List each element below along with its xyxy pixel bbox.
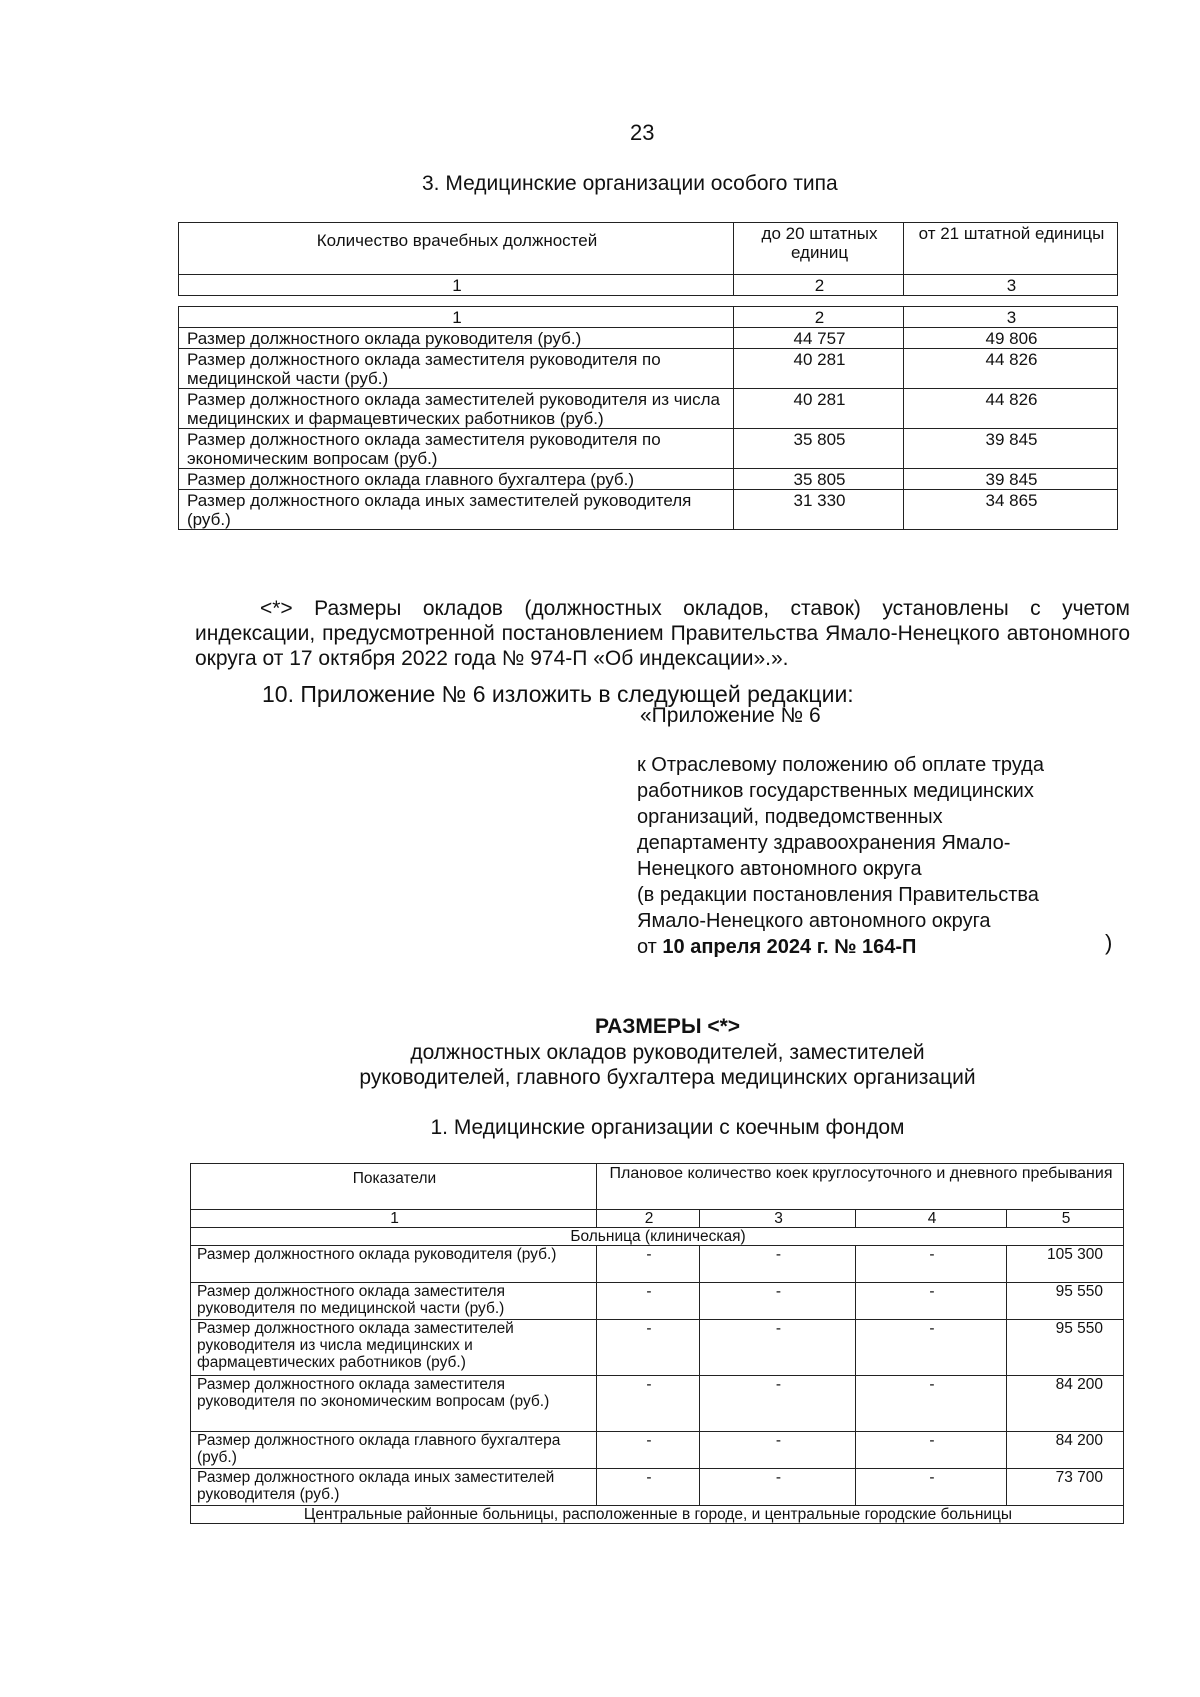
value-cell: - — [856, 1469, 1007, 1506]
value-cell: - — [700, 1469, 856, 1506]
value-cell: 35 805 — [734, 429, 904, 469]
document-subheading — [300, 1040, 1035, 1090]
value-cell: - — [597, 1469, 700, 1506]
value-cell: - — [597, 1376, 700, 1432]
column-number: 2 — [597, 1210, 700, 1228]
header-cell: от 21 штатной единицы — [904, 223, 1118, 275]
document-heading: РАЗМЕРЫ <*> — [594, 1015, 741, 1038]
value-cell: 44 826 — [904, 389, 1118, 429]
value-cell: 31 330 — [734, 490, 904, 530]
column-number: 4 — [856, 1210, 1007, 1228]
value-cell: 35 805 — [734, 469, 904, 490]
value-cell: - — [856, 1376, 1007, 1432]
value-cell: - — [856, 1283, 1007, 1320]
value-cell: 95 550 — [1007, 1320, 1124, 1376]
value-cell: 40 281 — [734, 349, 904, 389]
column-number: 5 — [1007, 1210, 1124, 1228]
table-row — [191, 1432, 1124, 1469]
table-row — [179, 349, 1118, 389]
table-row — [191, 1246, 1124, 1283]
value-cell: 44 757 — [734, 328, 904, 349]
row-label: Размер должностного оклада заместителей руководителя из числа медицинских и фармацевтических работников (руб.) — [179, 389, 734, 429]
row-label: Размер должностного оклада руководителя (руб.) — [191, 1246, 597, 1283]
value-cell: 73 700 — [1007, 1469, 1124, 1506]
table-row — [179, 429, 1118, 469]
resolution-date: 10 апреля 2024 г. № 164-П — [662, 936, 917, 958]
staff-count-header-table — [178, 222, 1118, 296]
value-cell: 49 806 — [904, 328, 1118, 349]
table-row — [191, 1376, 1124, 1432]
appendix-line: организаций, подведомственных — [637, 806, 943, 828]
value-cell: 39 845 — [904, 429, 1118, 469]
column-number: 3 — [904, 275, 1118, 296]
row-label: Размер должностного оклада главного бухгалтера (руб.) — [179, 469, 734, 490]
value-cell: - — [597, 1432, 700, 1469]
column-number: 2 — [734, 307, 904, 328]
column-number: 1 — [179, 275, 734, 296]
value-cell: - — [856, 1320, 1007, 1376]
table-row — [179, 469, 1118, 490]
value-cell: 84 200 — [1007, 1376, 1124, 1432]
column-number: 2 — [734, 275, 904, 296]
value-cell: 84 200 — [1007, 1432, 1124, 1469]
closing-parenthesis: ) — [1105, 930, 1113, 955]
row-label: Размер должностного оклада иных заместителей руководителя (руб.) — [191, 1469, 597, 1506]
group-row: Больница (клиническая) — [191, 1228, 1124, 1246]
header-cell: Плановое количество коек круглосуточного и дневного пребывания — [597, 1164, 1124, 1210]
row-label: Размер должностного оклада заместителя руководителя по медицинской части (руб.) — [179, 349, 734, 389]
row-label: Размер должностного оклада заместителя руководителя по экономическим вопросам (руб.) — [191, 1376, 597, 1432]
page-number: 23 — [630, 120, 655, 145]
value-cell: - — [700, 1376, 856, 1432]
appendix-line: к Отраслевому положению об оплате труда — [637, 754, 1044, 776]
salary-table — [178, 306, 1118, 530]
row-label: Размер должностного оклада руководителя (руб.) — [179, 328, 734, 349]
subheading-line: должностных окладов руководителей, заместителей — [410, 1041, 925, 1064]
row-label: Размер должностного оклада главного бухгалтера (руб.) — [191, 1432, 597, 1469]
header-cell: Показатели — [191, 1164, 597, 1210]
value-cell: - — [700, 1320, 856, 1376]
header-cell: Количество врачебных должностей — [179, 223, 734, 275]
value-cell: - — [597, 1283, 700, 1320]
column-number: 1 — [191, 1210, 597, 1228]
value-cell: - — [597, 1320, 700, 1376]
appendix-reference — [637, 752, 1117, 960]
appendix-line: департаменту здравоохранения Ямало- — [637, 832, 1011, 854]
appendix-line: работников государственных медицинских — [637, 780, 1034, 802]
section-title: 1. Медицинские организации с коечным фондом — [430, 1116, 905, 1139]
group-row: Центральные районные больницы, расположенные в городе, и центральные городские больницы — [191, 1506, 1124, 1524]
item-10-text: 10. Приложение № 6 изложить в следующей редакции: — [262, 681, 854, 707]
value-cell: - — [700, 1432, 856, 1469]
value-cell: - — [700, 1246, 856, 1283]
value-cell: 39 845 — [904, 469, 1118, 490]
bed-fund-salary-table — [190, 1163, 1124, 1524]
value-cell: - — [856, 1246, 1007, 1283]
table-row — [191, 1469, 1124, 1506]
row-label: Размер должностного оклада иных заместителей руководителя (руб.) — [179, 490, 734, 530]
column-number: 3 — [700, 1210, 856, 1228]
value-cell: - — [856, 1432, 1007, 1469]
appendix-line: Ямало-Ненецкого автономного округа — [637, 910, 991, 932]
value-cell: - — [597, 1246, 700, 1283]
column-number: 1 — [179, 307, 734, 328]
value-cell: 44 826 — [904, 349, 1118, 389]
table-row — [191, 1283, 1124, 1320]
value-cell: 34 865 — [904, 490, 1118, 530]
row-label: Размер должностного оклада заместителей руководителя из числа медицинских и фармацевтических работников (руб.) — [191, 1320, 597, 1376]
table-row — [179, 490, 1118, 530]
date-prefix: от — [637, 936, 657, 958]
value-cell: 95 550 — [1007, 1283, 1124, 1320]
value-cell: - — [700, 1283, 856, 1320]
column-number: 3 — [904, 307, 1118, 328]
table-row — [179, 328, 1118, 349]
appendix-title: «Приложение № 6 — [640, 704, 821, 727]
row-label: Размер должностного оклада заместителя руководителя по экономическим вопросам (руб.) — [179, 429, 734, 469]
row-label: Размер должностного оклада заместителя руководителя по медицинской части (руб.) — [191, 1283, 597, 1320]
appendix-line: (в редакции постановления Правительства — [637, 884, 1039, 906]
appendix-date-line — [637, 934, 1117, 960]
table-row — [179, 389, 1118, 429]
value-cell: 105 300 — [1007, 1246, 1124, 1283]
section-title: 3. Медицинские организации особого типа — [422, 172, 838, 195]
appendix-line: Ненецкого автономного округа — [637, 858, 922, 880]
indexation-footnote: <*> Размеры окладов (должностных окладов, ставок) установлены с учетом индексации, предусмотренной постановлением Правительства Ямало-Ненецкого автономного округа от 17 октября 2022 года № 974-П «Об индексации».». — [195, 597, 1130, 670]
value-cell: 40 281 — [734, 389, 904, 429]
subheading-line: руководителей, главного бухгалтера медицинских организаций — [359, 1066, 976, 1089]
header-cell: до 20 штатных единиц — [734, 223, 904, 275]
table-row — [191, 1320, 1124, 1376]
